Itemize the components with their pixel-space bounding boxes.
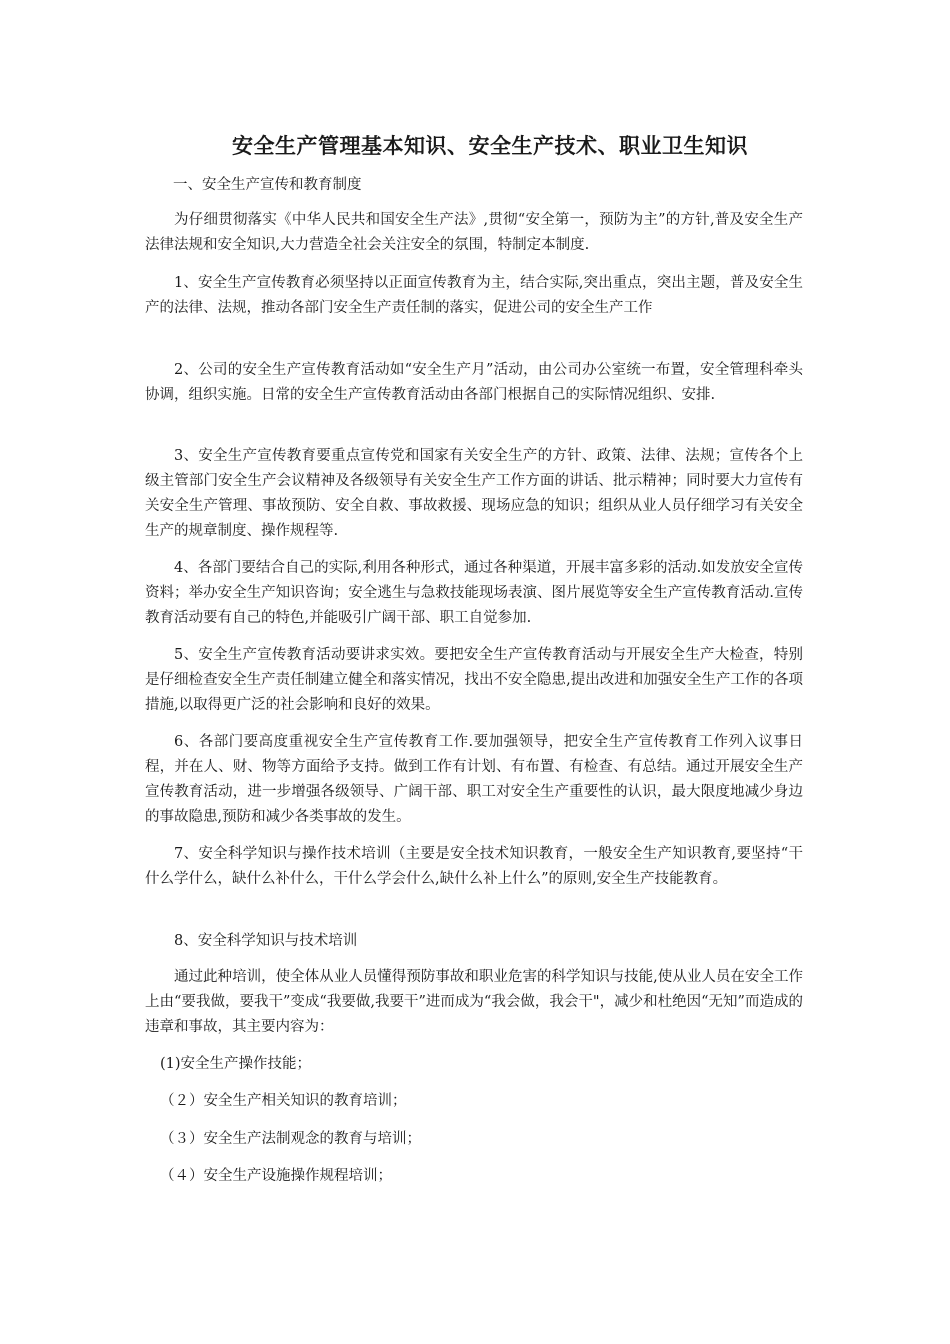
section-heading: 一、安全生产宣传和教育制度 bbox=[173, 177, 362, 193]
paragraph-1: 1、安全生产宣传教育必须坚持以正面宣传教育为主，结合实际,突出重点，突出主题，普及安全生产的法律、法规，推动各部门安全生产责任制的落实，促进公司的安全生产工作 bbox=[145, 275, 803, 316]
paragraph-8: 8、安全科学知识与技术培训 bbox=[174, 933, 358, 949]
list-item: (1)安全生产操作技能； bbox=[160, 1056, 312, 1072]
document-title: 安全生产管理基本知识、安全生产技术、职业卫生知识 bbox=[232, 133, 748, 158]
paragraph-training: 通过此种培训，使全体从业人员懂得预防事故和职业危害的科学知识与技能,使从业人员在安全工作上由“要我做，要我干”变成“我要做,我要干”进而成为“我会做，我会干"，减少和杜绝因“无知”而造成的违章和事故，其主要内容为： bbox=[145, 969, 803, 1035]
paragraph-4: 4、各部门要结合自己的实际,利用各种形式，通过各种渠道，开展丰富多彩的活动.如发放安全宣传资料；举办安全生产知识咨询；安全逃生与急救技能现场表演、图片展览等安全生产宣传教育活动.宣传教育活动要有自己的特色,并能吸引广阔干部、职工自觉参加. bbox=[145, 560, 803, 626]
list-item: （４）安全生产设施操作规程培训； bbox=[160, 1168, 392, 1184]
list-item: （３）安全生产法制观念的教育与培训； bbox=[160, 1131, 421, 1147]
paragraph-6: 6、各部门要高度重视安全生产宣传教育工作.要加强领导，把安全生产宣传教育工作列入议事日程，并在人、财、物等方面给予支持。做到工作有计划、有布置、有检查、有总结。通过开展安全生产宣传教育活动，进一步增强各级领导、广阔干部、职工对安全生产重要性的认识，最大限度地减少身边的事故隐患,预防和减少各类事故的发生。 bbox=[145, 734, 803, 825]
paragraph-3: 3、安全生产宣传教育要重点宣传党和国家有关安全生产的方针、政策、法律、法规；宣传各个上级主管部门安全生产会议精神及各级领导有关安全生产工作方面的讲话、批示精神；同时要大力宣传有关安全生产管理、事故预防、安全自救、事故救援、现场应急的知识；组织从业人员仔细学习有关安全生产的规章制度、操作规程等. bbox=[145, 448, 803, 539]
paragraph-intro: 为仔细贯彻落实《中华人民共和国安全生产法》,贯彻“安全第一，预防为主”的方针,普及安全生产法律法规和安全知识,大力营造全社会关注安全的氛围，特制定本制度. bbox=[145, 212, 803, 253]
paragraph-2: 2、公司的安全生产宣传教育活动如“安全生产月”活动，由公司办公室统一布置，安全管理科牵头协调，组织实施。日常的安全生产宣传教育活动由各部门根据自己的实际情况组织、安排. bbox=[145, 362, 803, 403]
paragraph-7: 7、安全科学知识与操作技术培训（主要是安全技术知识教育，一般安全生产知识教育,要坚持“干什么学什么，缺什么补什么，干什么学会什么,缺什么补上什么”的原则,安全生产技能教育。 bbox=[145, 846, 803, 887]
paragraph-5: 5、安全生产宣传教育活动要讲求实效。要把安全生产宣传教育活动与开展安全生产大检查，特别是仔细检查安全生产责任制建立健全和落实情况，找出不安全隐患,提出改进和加强安全生产工作的各项措施,以取得更广泛的社会影响和良好的效果。 bbox=[145, 647, 803, 713]
list-item: （２）安全生产相关知识的教育培训； bbox=[160, 1093, 407, 1109]
